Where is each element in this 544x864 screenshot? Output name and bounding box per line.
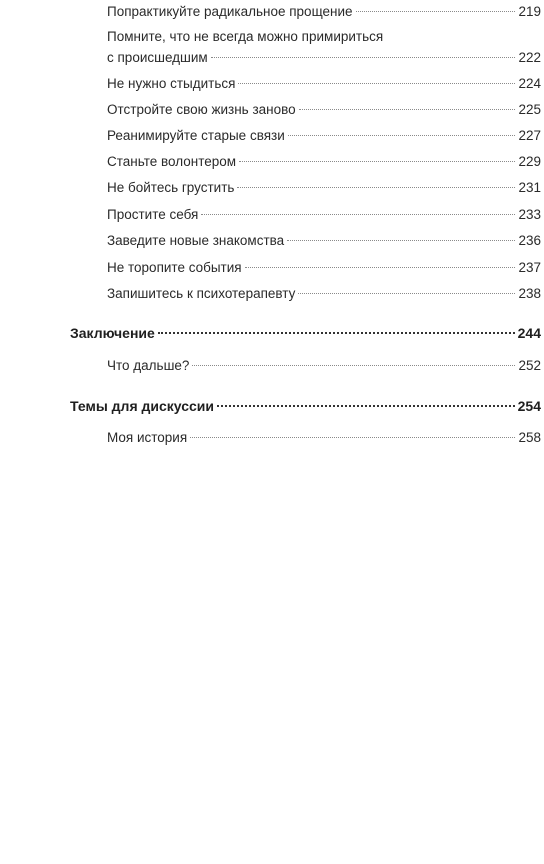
toc-entry-title: Не нужно стыдиться — [107, 76, 236, 91]
dot-leader — [288, 135, 516, 136]
toc-entry[interactable] — [107, 0, 541, 25]
dot-leader — [298, 293, 515, 294]
dot-leader — [356, 11, 516, 12]
toc-chapter-title: Темы для дискуссии — [70, 398, 215, 414]
toc-entry-title: Запишитесь к психотерапевту — [107, 286, 296, 301]
toc-entry-page: 219 — [518, 4, 541, 19]
toc-chapter-page: 254 — [517, 398, 541, 414]
toc-entry[interactable] — [107, 149, 541, 175]
toc-entry-page: 224 — [518, 76, 541, 91]
toc-entry-title-line1: Помните, что не всегда можно примириться — [107, 29, 384, 44]
toc-chapter-entry[interactable] — [70, 320, 541, 346]
toc-entry[interactable] — [107, 123, 541, 149]
toc-entry[interactable] — [107, 175, 541, 201]
toc-entry-title: Заведите новые знакомства — [107, 233, 285, 248]
dot-leader — [211, 57, 516, 58]
toc-entry[interactable] — [107, 228, 541, 254]
toc-entry-page: 231 — [518, 180, 541, 195]
toc-entry[interactable] — [107, 97, 541, 123]
toc-chapter-page: 244 — [517, 325, 541, 341]
dot-leader — [190, 437, 515, 438]
toc-entry-page: 236 — [518, 233, 541, 248]
dot-leader — [217, 405, 515, 407]
dot-leader — [158, 332, 515, 334]
dot-leader — [299, 109, 516, 110]
dot-leader — [237, 187, 515, 188]
dot-leader — [192, 365, 515, 366]
toc-entry-page: 237 — [518, 260, 541, 275]
dot-leader — [239, 161, 515, 162]
toc-entry[interactable] — [107, 353, 541, 379]
toc-entry-title: Моя история — [107, 430, 188, 445]
dot-leader — [245, 267, 516, 268]
toc-entry-title: Реанимируйте старые связи — [107, 128, 285, 143]
toc-entry-title: Станьте волонтером — [107, 154, 237, 169]
toc-entry[interactable] — [107, 425, 541, 451]
toc-entry-page: 252 — [518, 358, 541, 373]
toc-entry[interactable] — [107, 202, 541, 228]
dot-leader — [238, 83, 515, 84]
toc-entry-page: 238 — [518, 286, 541, 301]
toc-entry-page: 227 — [518, 128, 541, 143]
toc-entry-title: Не торопите события — [107, 260, 242, 275]
toc-entry-page: 229 — [518, 154, 541, 169]
toc-entry[interactable] — [107, 255, 541, 281]
dot-leader — [201, 214, 515, 215]
toc-entry-title: Попрактикуйте радикальное прощение — [107, 4, 353, 19]
toc-entry[interactable] — [107, 281, 541, 307]
toc-entry-page: 258 — [518, 430, 541, 445]
toc-entry[interactable] — [107, 26, 541, 68]
toc-chapter-title: Заключение — [70, 325, 155, 341]
toc-entry-title: Что дальше? — [107, 358, 190, 373]
toc-entry-page: 225 — [518, 102, 541, 117]
toc-entry[interactable] — [107, 71, 541, 97]
toc-entry-title: Отстройте свою жизнь заново — [107, 102, 296, 117]
toc-entry-title: Не бойтесь грустить — [107, 180, 235, 195]
dot-leader — [287, 240, 515, 241]
toc-entry-title: Простите себя — [107, 207, 199, 222]
toc-entry-title-line2: с происшедшим — [107, 50, 208, 65]
toc-entry-page: 233 — [518, 207, 541, 222]
toc-entry-page: 222 — [518, 50, 541, 65]
toc-chapter-entry[interactable] — [70, 393, 541, 419]
